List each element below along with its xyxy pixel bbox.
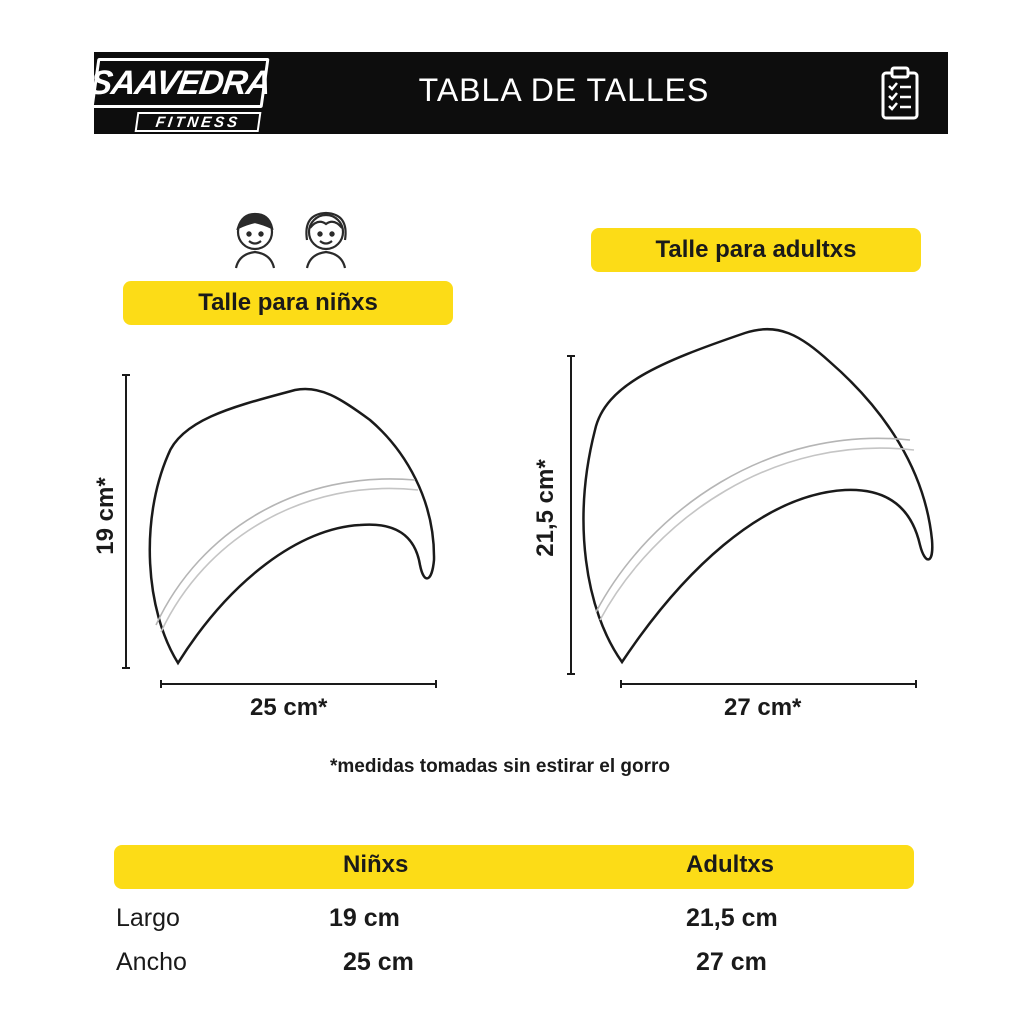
kids-height-label: 19 cm* [92,477,119,555]
adult-width-label: 27 cm* [724,694,802,721]
cell-largo-adults: 21,5 cm [686,904,778,932]
adult-hat-drawing [584,329,933,662]
adults-size-label: Talle para adultxs [591,228,921,272]
cell-ancho-kids: 25 cm [343,948,414,976]
kids-width-line [161,680,436,688]
column-header-adults: Adultxs [686,851,775,878]
row-label-largo: Largo [116,904,180,932]
measurement-note: *medidas tomadas sin estirar el gorro [329,756,670,777]
cell-largo-kids: 19 cm [329,904,400,932]
kids-height-line [122,375,130,668]
kids-size-label: Talle para niñxs [123,281,453,325]
row-label-ancho: Ancho [116,948,187,976]
cell-ancho-adults: 27 cm [696,948,767,976]
kids-width-label: 25 cm* [250,694,328,721]
adult-width-line [621,680,916,688]
adult-height-label: 21,5 cm* [532,459,559,557]
column-header-kids: Niñxs [343,851,409,878]
size-table-header [114,845,914,889]
brand-subname: FITNESS [135,112,262,132]
adult-height-line [567,356,575,674]
brand-name: SAAVEDRA [90,58,269,108]
kids-hat-drawing [150,389,434,663]
page-title: TABLA DE TALLES [418,72,710,108]
